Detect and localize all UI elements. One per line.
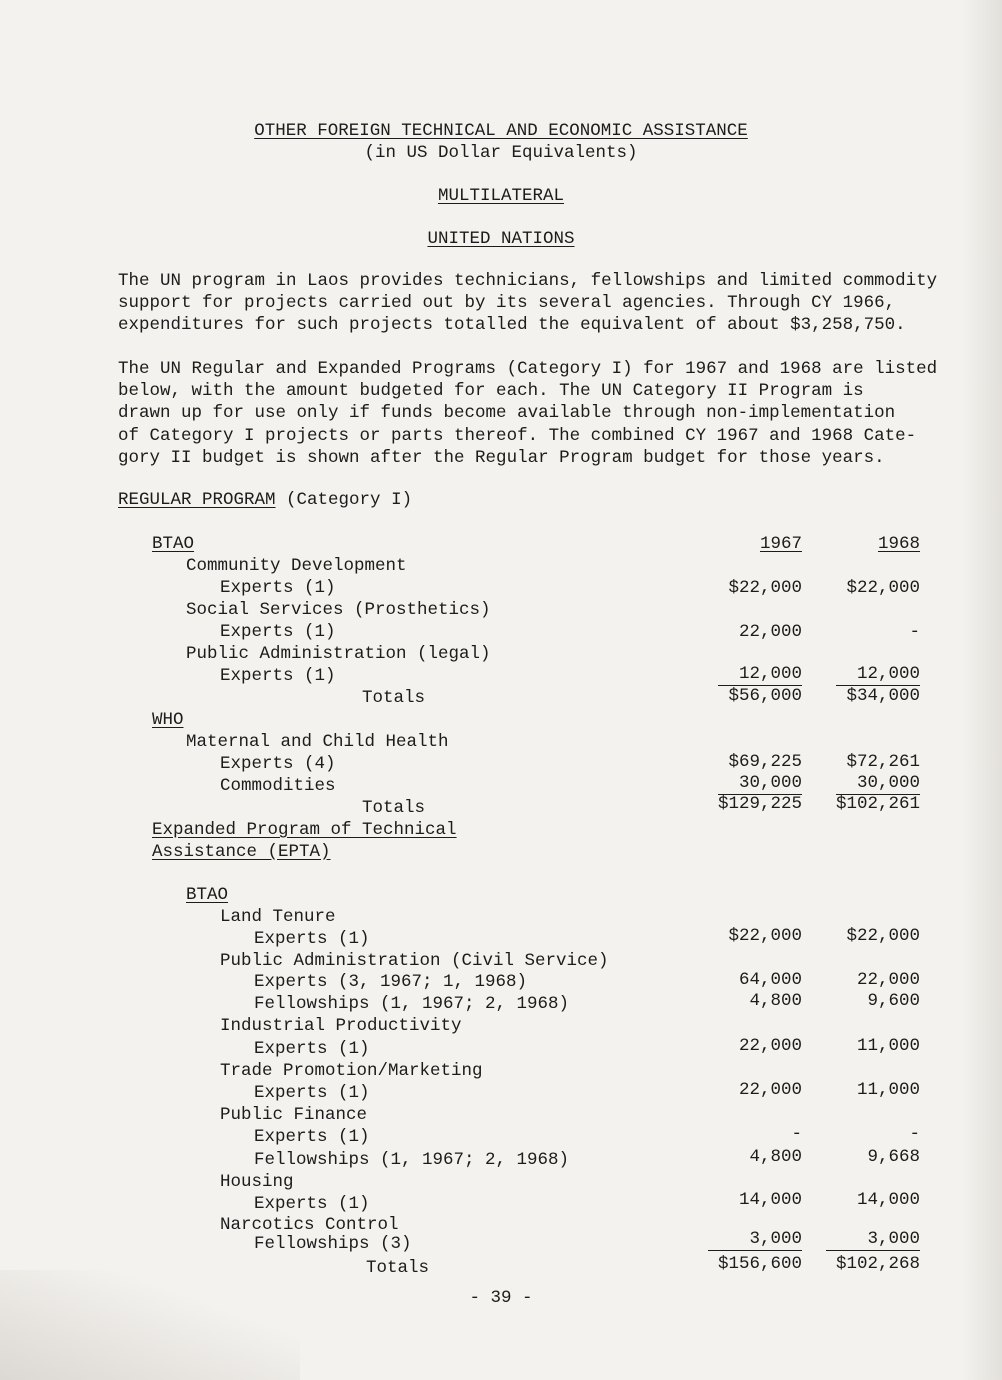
paper-edge (962, 0, 1002, 1380)
item-label: Experts (3, 1967; 1, 1968) (254, 972, 528, 992)
year-1967-header: 1967 (759, 534, 802, 554)
year-1968-header: 1968 (877, 534, 920, 554)
document-subtitle: (in US Dollar Equivalents) (364, 143, 638, 163)
total-1967: $156,600 (717, 1254, 802, 1274)
intro-paragraph (118, 270, 978, 337)
total-1968: $102,268 (835, 1254, 920, 1274)
item-label: Public Finance (220, 1105, 368, 1125)
btao-heading: BTAO (152, 534, 195, 554)
item-label: Fellowships (1, 1967; 2, 1968) (254, 994, 570, 1014)
item-label: Experts (1) (254, 929, 370, 949)
totals-label: Totals (366, 1258, 430, 1278)
item-label: Land Tenure (220, 907, 336, 927)
text-line: gory II budget is shown after the Regular Program budget for those years. (118, 447, 885, 468)
value-1967: 22,000 (738, 1080, 802, 1100)
value-1968: 11,000 (856, 1036, 920, 1056)
text-line: The UN Regular and Expanded Programs (Category I) for 1967 and 1968 are listed (118, 359, 938, 379)
item-label: Community Development (186, 556, 407, 576)
subsection-heading: UNITED NATIONS (427, 229, 575, 249)
document-title: OTHER FOREIGN TECHNICAL AND ECONOMIC ASSISTANCE (254, 121, 748, 141)
item-label: Housing (220, 1172, 294, 1192)
total-1967: $56,000 (728, 686, 802, 706)
item-label: Experts (1) (220, 622, 336, 642)
text-line: below, with the amount budgeted for each. The UN Category II Program is (118, 381, 864, 402)
regular-program-label: REGULAR PROGRAM (118, 490, 276, 510)
item-label: Public Administration (Civil Service) (220, 951, 609, 971)
page-number: - 39 - (469, 1288, 533, 1308)
text-line: drawn up for use only if funds become available through non-implementation (118, 403, 896, 424)
who-heading: WHO (152, 710, 184, 730)
section-heading: MULTILATERAL (437, 186, 565, 206)
value-1967: 22,000 (738, 1036, 802, 1056)
value-1967: 30,000 (718, 773, 802, 795)
value-1968: 22,000 (856, 970, 920, 990)
value-1968: - (909, 1124, 920, 1144)
epta-heading-line-1: Expanded Program of Technical (152, 820, 457, 840)
text-line: support for projects carried out by its several agencies. Through CY 1966, (118, 293, 896, 314)
text-line: of Category I projects or parts thereof. The combined CY 1967 and 1968 Cate- (118, 425, 917, 446)
total-1968: $102,261 (835, 794, 920, 814)
value-1967: 22,000 (738, 622, 802, 642)
regular-program-category: (Category I) (286, 490, 413, 510)
value-1967: $22,000 (728, 926, 802, 946)
program-paragraph (118, 358, 978, 469)
value-1967: 4,800 (749, 1147, 802, 1167)
item-label: Fellowships (1, 1967; 2, 1968) (254, 1150, 570, 1170)
item-label: Experts (1) (254, 1127, 370, 1147)
item-label: Trade Promotion/Marketing (220, 1061, 483, 1081)
text-line: The UN program in Laos provides technicians, fellowships and limited commodity (118, 271, 938, 291)
value-1968: 3,000 (826, 1229, 920, 1251)
value-1967: $69,225 (728, 752, 802, 772)
value-1968: 9,600 (867, 991, 920, 1011)
total-1968: $34,000 (846, 686, 920, 706)
value-1967: $22,000 (728, 578, 802, 598)
item-label: Commodities (220, 776, 336, 796)
item-label: Industrial Productivity (220, 1016, 462, 1036)
epta-heading-line-2: Assistance (EPTA) (152, 842, 331, 862)
totals-label: Totals (362, 798, 426, 818)
value-1967: 3,000 (708, 1229, 802, 1251)
paper-shadow (0, 1270, 300, 1380)
item-label: Experts (1) (220, 666, 336, 686)
value-1968: 9,668 (867, 1147, 920, 1167)
regular-program-heading (118, 490, 412, 510)
value-1968: $22,000 (846, 578, 920, 598)
value-1967: 64,000 (738, 970, 802, 990)
value-1967: 14,000 (738, 1190, 802, 1210)
value-1967: 4,800 (749, 991, 802, 1011)
btao-heading: BTAO (186, 885, 229, 905)
value-1968: - (909, 622, 920, 642)
item-label: Maternal and Child Health (186, 732, 449, 752)
item-label: Fellowships (3) (254, 1234, 412, 1254)
value-1968: 14,000 (856, 1190, 920, 1210)
item-label: Experts (1) (254, 1194, 370, 1214)
value-1967: 12,000 (718, 664, 802, 686)
totals-label: Totals (362, 688, 426, 708)
value-1968: 11,000 (856, 1080, 920, 1100)
value-1968: $22,000 (846, 926, 920, 946)
item-label: Experts (1) (220, 578, 336, 598)
value-1967: - (791, 1124, 802, 1144)
item-label: Social Services (Prosthetics) (186, 600, 491, 620)
total-1967: $129,225 (717, 794, 802, 814)
item-label: Experts (1) (254, 1039, 370, 1059)
item-label: Public Administration (legal) (186, 644, 491, 664)
item-label: Narcotics Control (220, 1215, 399, 1235)
text-line: expenditures for such projects totalled the equivalent of about $3,258,750. (118, 315, 906, 336)
value-1968: 12,000 (836, 664, 920, 686)
value-1968: $72,261 (846, 752, 920, 772)
value-1968: 30,000 (836, 773, 920, 795)
item-label: Experts (1) (254, 1083, 370, 1103)
item-label: Experts (4) (220, 754, 336, 774)
